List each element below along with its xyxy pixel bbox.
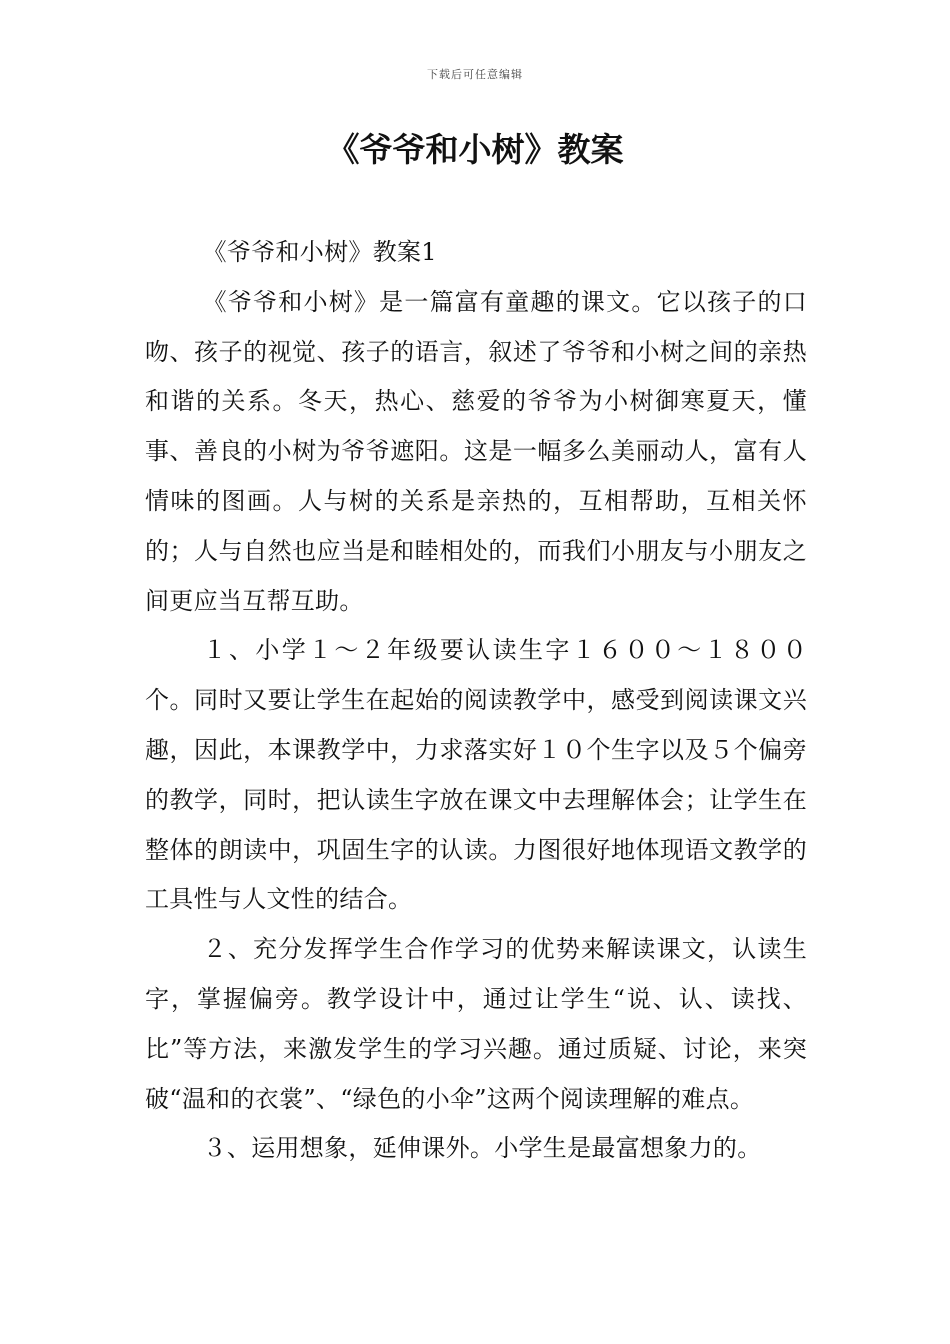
document-title: 《爷爷和小树》教案 — [326, 130, 624, 169]
header-note: 下载后可任意编辑 — [427, 68, 523, 81]
document-body — [145, 228, 807, 1174]
paragraph-point-3: ３、运用想象，延伸课外。小学生是最富想象力的。 — [202, 1134, 762, 1163]
paragraph-point-2: ２、充分发挥学生合作学习的优势来解读课文，认读生字，掌握偏旁。教学设计中，通过让学生“说、认、读找、比”等方法，来激发学生的学习兴趣。通过质疑、讨论，来突破“温和的衣裳”、“绿色的小伞”这两个阅读理解的难点。 — [145, 935, 807, 1113]
paragraph-intro: 《爷爷和小树》是一篇富有童趣的课文。它以孩子的口吻、孩子的视觉、孩子的语言，叙述了爷爷和小树之间的亲热和谐的关系。冬天，热心、慈爱的爷爷为小树御寒夏天，懂事、善良的小树为爷爷遮阳。这是一幅多么美丽动人，富有人情味的图画。人与树的关系是亲热的，互相帮助，互相关怀的；人与自然也应当是和睦相处的，而我们小朋友与小朋友之间更应当互帮互助。 — [145, 287, 807, 615]
paragraph-point-1: １、小学１～２年级要认读生字１６００～１８００个。同时又要让学生在起始的阅读教学中，感受到阅读课文兴趣，因此，本课教学中，力求落实好１０个生字以及５个偏旁的教学，同时，把认读生字放在课文中去理解体会；让学生在整体的朗读中，巩固生字的认读。力图很好地体现语文教学的工具性与人文性的结合。 — [145, 636, 807, 914]
section-subtitle: 《爷爷和小树》教案1 — [202, 238, 437, 266]
